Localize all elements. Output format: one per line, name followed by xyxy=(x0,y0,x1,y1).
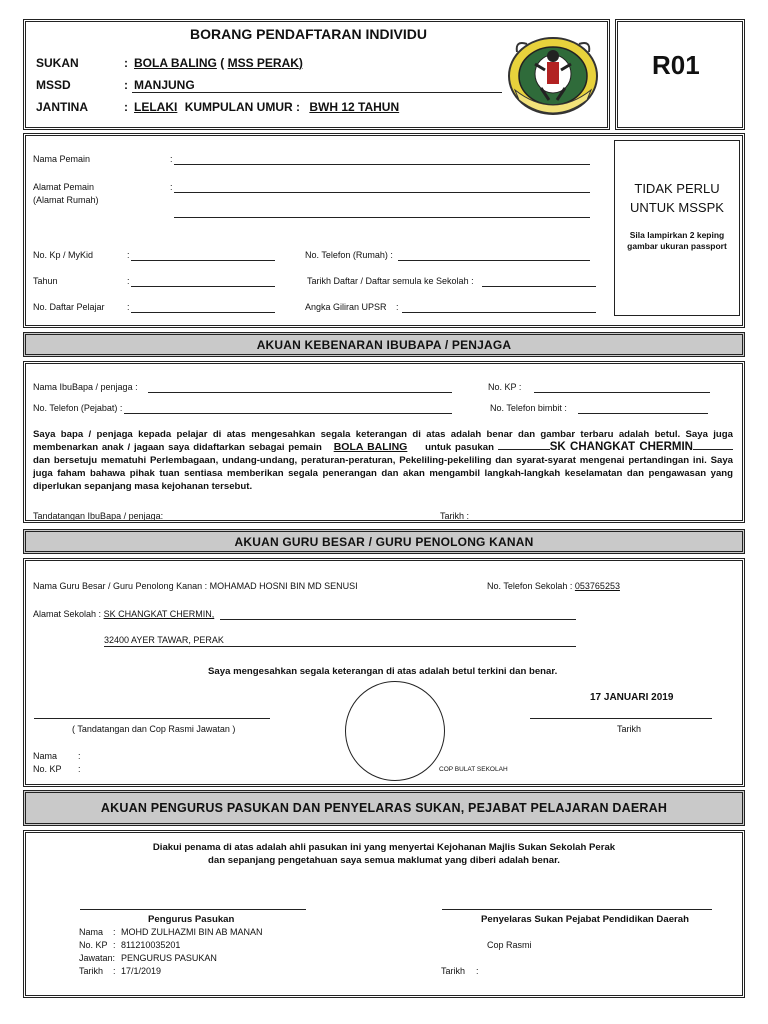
manager-name-value: MOHD ZULHAZMI BIN AB MANAN xyxy=(121,927,263,937)
declaration-part-3: dan bersetuju mematuhi Perlembagaan, undang-undang, peraturan-peraturan, Pekeliling-pekeliling dan syarat-syarat mengenai pertandingan ini. Saya juga faham bahawa pihak tuan sentiasa memberikan segala penerangan dan akan mengambil langkah-langkah keselamatan dan pengawasan yang diperlukan sepanjang masa kejohanan tersebut. xyxy=(33,455,733,492)
headmaster-section-heading: AKUAN GURU BESAR / GURU PENOLONG KANAN xyxy=(23,529,745,554)
manager-ic-colon: : xyxy=(113,940,116,950)
mobile-phone-field[interactable] xyxy=(578,413,708,414)
student-number-label: No. Daftar Pelajar xyxy=(33,302,105,312)
school-address-underline-2 xyxy=(104,646,576,647)
manager-name-colon: : xyxy=(113,927,116,937)
manager-date-label: Tarikh xyxy=(79,966,104,976)
school-phone-label: No. Telefon Sekolah : xyxy=(487,581,573,591)
player-address-field-2[interactable] xyxy=(174,217,590,218)
player-address-sub: (Alamat Rumah) xyxy=(33,195,99,205)
colon: : xyxy=(170,182,173,192)
upsr-label: Angka Giliran UPSR xyxy=(305,302,387,312)
upsr-field[interactable] xyxy=(402,312,596,313)
jantina-value xyxy=(134,100,399,114)
parent-signature-label: Tandatangan IbuBapa / penjaga: xyxy=(33,511,164,520)
jantina-label: JANTINA xyxy=(36,100,89,114)
photo-note-2: gambar ukuran passport xyxy=(627,241,727,251)
signer-name-colon: : xyxy=(78,751,81,761)
photo-text-2: UNTUK MSSPK xyxy=(630,200,724,215)
coordinator-stamp-label: Cop Rasmi xyxy=(487,940,532,950)
parent-name-field[interactable] xyxy=(148,392,452,393)
manager-name-label: Nama xyxy=(79,927,104,937)
headmaster-name-value: MOHAMAD HOSNI BIN MD SENUSI xyxy=(209,581,358,591)
manager-ic-value: 811210035201 xyxy=(121,940,181,950)
school-address-label: Alamat Sekolah : xyxy=(33,609,102,619)
jantina-colon: : xyxy=(124,100,128,114)
age-group-label: KUMPULAN UMUR : xyxy=(184,100,301,114)
sukan-colon: : xyxy=(124,56,128,70)
manager-ic-label: No. KP xyxy=(79,940,108,950)
form-code: R01 xyxy=(652,50,700,80)
manager-title: Pengurus Pasukan xyxy=(148,914,235,925)
declaration-part-1: Saya bapa / penjaga kepada pelajar di atas mengesahkan segala keterangan di atas adalah benar dan gambar terbaru adalah betul. Saya juga membenarkan anak / jagaan saya didaftarkan sebagai pemain xyxy=(33,429,733,453)
parent-name-label: Nama IbuBapa / penjaga : xyxy=(33,382,138,392)
headmaster-signature-label: ( Tandatangan dan Cop Rasmi Jawatan ) xyxy=(72,724,236,734)
manager-position-label: Jawatan: xyxy=(79,953,116,963)
coordinator-date-label: Tarikh xyxy=(441,966,466,976)
colon: : xyxy=(127,250,130,260)
photo-note-1: Sila lampirkan 2 keping xyxy=(629,230,725,240)
player-ic-field[interactable] xyxy=(131,260,275,261)
mssd-label: MSSD xyxy=(36,78,71,92)
manager-position-value: PENGURUS PASUKAN xyxy=(121,953,217,963)
mobile-phone-label: No. Telefon bimbit : xyxy=(490,403,567,413)
register-date-label: Tarikh Daftar / Daftar semula ke Sekolah : xyxy=(307,276,474,286)
player-name-field[interactable] xyxy=(174,164,590,165)
mssd-underline xyxy=(132,92,502,93)
school-phone-value: 053765253 xyxy=(574,581,620,591)
parent-ic-label: No. KP : xyxy=(488,382,522,392)
declaration-sport: BOLA BALING xyxy=(333,441,408,453)
declaration-part-2: untuk pasukan xyxy=(425,442,494,453)
sport-name: BOLA BALING xyxy=(134,56,217,70)
headmaster-name xyxy=(33,581,358,591)
sukan-label: SUKAN xyxy=(36,56,79,70)
student-number-field[interactable] xyxy=(131,312,275,313)
colon: : xyxy=(396,302,399,312)
declaration-team: SK CHANGKAT CHERMIN xyxy=(549,441,693,453)
school-address-line-1: SK CHANGKAT CHERMIN, xyxy=(103,609,215,619)
office-phone-field[interactable] xyxy=(124,413,452,414)
year-field[interactable] xyxy=(131,286,275,287)
headmaster-date-line[interactable] xyxy=(530,718,712,719)
colon: : xyxy=(170,154,173,164)
headmaster-signature-line[interactable] xyxy=(34,718,270,719)
manager-date-colon: : xyxy=(113,966,116,976)
coordinator-signature-line[interactable] xyxy=(442,909,712,910)
coordinator-date-colon: : xyxy=(476,966,479,976)
headmaster-date-label: Tarikh xyxy=(617,724,642,734)
register-date-field[interactable] xyxy=(482,286,596,287)
home-phone-label: No. Telefon (Rumah) : xyxy=(305,250,393,260)
colon: : xyxy=(127,302,130,312)
sport-paren: MSS PERAK xyxy=(227,56,299,70)
manager-section-heading: AKUAN PENGURUS PASUKAN DAN PENYELARAS SUKAN, PEJABAT PELAJARAN DAERAH xyxy=(23,790,745,826)
player-ic-label: No. Kp / MyKid xyxy=(33,250,94,260)
parent-ic-field[interactable] xyxy=(534,392,710,393)
office-phone-label: No. Telefon (Pejabat) : xyxy=(33,403,123,413)
school-address xyxy=(33,609,214,619)
headmaster-name-label: Nama Guru Besar / Guru Penolong Kanan : xyxy=(33,581,208,591)
headmaster-date-value: 17 JANUARI 2019 xyxy=(590,692,674,703)
mssd-value: MANJUNG xyxy=(134,78,195,92)
parent-section-heading: AKUAN KEBENARAN IBUBAPA / PENJAGA xyxy=(23,332,745,357)
signer-ic-label: No. KP xyxy=(33,764,62,774)
manager-date-value: 17/1/2019 xyxy=(121,966,162,976)
coordinator-title: Penyelaras Sukan Pejabat Pendidikan Daerah xyxy=(481,914,689,925)
signer-name-label: Nama xyxy=(33,751,58,761)
year-label: Tahun xyxy=(33,276,58,286)
mssp-logo xyxy=(505,30,601,118)
manager-signature-line[interactable] xyxy=(80,909,306,910)
parent-declaration xyxy=(33,428,733,493)
school-address-line-2: 32400 AYER TAWAR, PERAK xyxy=(104,635,224,645)
school-phone xyxy=(487,581,620,591)
parent-signature-clip xyxy=(33,511,693,520)
school-stamp-circle xyxy=(345,681,445,781)
manager-acknowledge-1: Diakui penama di atas adalah ahli pasukan ini yang menyertai Kejohanan Majlis Sukan Sekolah Perak xyxy=(152,842,616,853)
photo-box xyxy=(614,140,740,316)
colon: : xyxy=(127,276,130,286)
manager-acknowledge-2: dan sepanjang pengetahuan saya semua maklumat yang diberi adalah benar. xyxy=(208,855,560,866)
mssd-colon: : xyxy=(124,78,128,92)
school-address-underline-1 xyxy=(220,619,576,620)
player-address-label: Alamat Pemain xyxy=(33,182,95,192)
headmaster-confirmation: Saya mengesahkan segala keterangan di atas adalah betul terkini dan benar. xyxy=(208,666,558,677)
home-phone-field[interactable] xyxy=(398,260,590,261)
parent-date-label: Tarikh : xyxy=(440,511,470,520)
gender-value: LELAKI xyxy=(134,100,178,114)
player-address-field-1[interactable] xyxy=(174,192,590,193)
age-group-value: BWH 12 TAHUN xyxy=(309,100,400,114)
form-title: BORANG PENDAFTARAN INDIVIDU xyxy=(190,26,427,42)
signer-ic-colon: : xyxy=(78,764,81,774)
player-name-label: Nama Pemain xyxy=(33,154,91,164)
photo-text-1: TIDAK PERLU xyxy=(634,181,720,196)
sukan-value: BOLA BALING ( MSS PERAK) xyxy=(134,56,303,70)
school-stamp-label: COP BULAT SEKOLAH xyxy=(439,766,508,773)
